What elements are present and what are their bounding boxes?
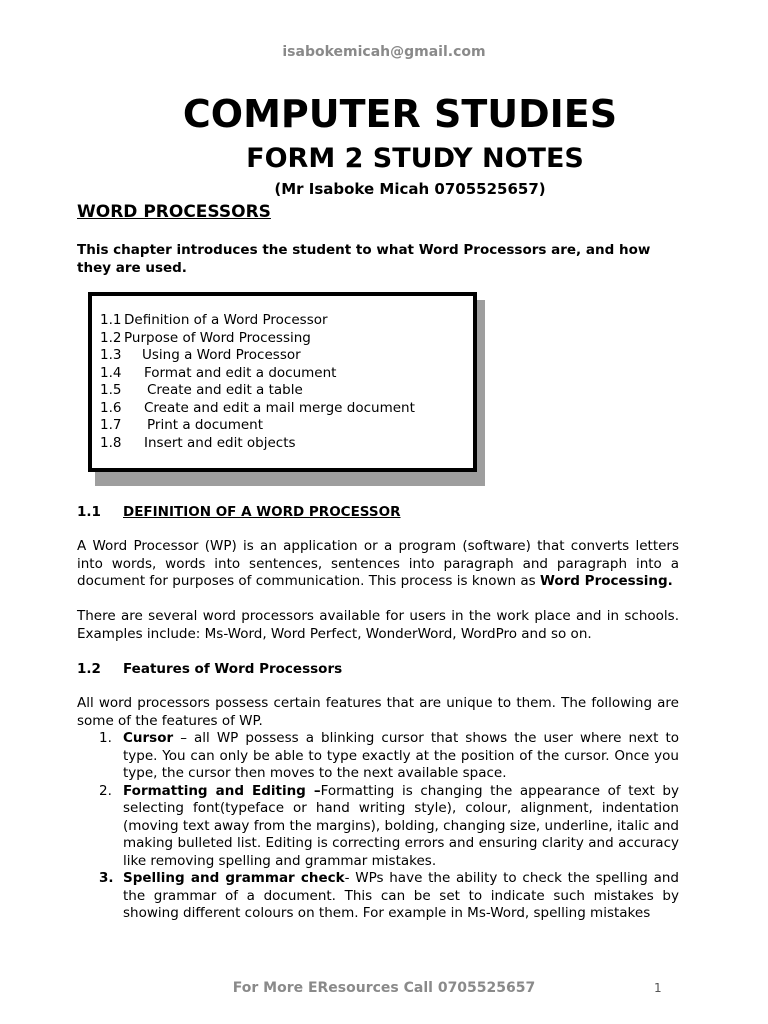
section-2-title: Features of Word Processors — [123, 661, 343, 677]
section-2-intro: All word processors possess certain features that are unique to them. The following are some of the features of WP. — [77, 695, 679, 729]
chapter-intro: This chapter introduces the student to what Word Processors are, and how they are used. — [77, 242, 651, 276]
author-line: (Mr Isaboke Micah 0705525657) — [274, 180, 546, 198]
table-of-contents — [88, 292, 477, 472]
page-number: 1 — [654, 981, 662, 995]
toc-item: 1.4 Format and edit a document — [100, 364, 337, 381]
document-subtitle: FORM 2 STUDY NOTES — [246, 143, 584, 174]
toc-item: 1.7 Print a document — [100, 417, 264, 433]
list-item: 1. Cursor – all WP possess a blinking cursor that shows the user where next to type. You can only be able to type exactly at the position of the cursor. Once you type, the cursor then moves to the next available space. — [99, 730, 679, 781]
section-2-number: 1.2 — [77, 661, 101, 677]
toc-item: 1.3 Using a Word Processor — [100, 347, 301, 363]
chapter-title: WORD PROCESSORS — [77, 202, 271, 222]
section-1-paragraph-2: There are several word processors available for users in the work place and in schools. Examples include: Ms-Word, Word Perfect, WonderWord, WordPro and so on. — [77, 608, 679, 642]
header-email: isabokemicah@gmail.com — [282, 44, 486, 60]
section-1-title: DEFINITION OF A WORD PROCESSOR — [123, 504, 401, 520]
document-title: COMPUTER STUDIES — [182, 92, 618, 136]
toc-item: 1.2 Purpose of Word Processing — [100, 329, 311, 346]
section-1-heading — [77, 504, 401, 520]
list-item: 2. Formatting and Editing –Formatting is changing the appearance of text by selecting font(typeface or hand writing style), colour, alignment, indentation (moving text away from the margins), bolding, changing size, underline, italic and making bulleted list. Editing is correcting errors and ensuring clarity and accuracy like removing spelling and grammar mistakes. — [99, 782, 679, 869]
toc-item: 1.8 Insert and edit objects — [100, 434, 296, 451]
toc-item: 1.1 Definition of a Word Processor — [100, 312, 328, 328]
section-2-heading — [77, 661, 342, 677]
footer-text: For More EResources Call 0705525657 — [232, 980, 536, 996]
section-1-paragraph-1: A Word Processor (WP) is an application or a program (software) that converts letters into words, words into sentences, sentences into paragraph and paragraph into a document for purposes of communication. This process is known as Word Processing. — [77, 538, 679, 589]
section-1-number: 1.1 — [77, 504, 101, 520]
list-item: 3. Spelling and grammar check- WPs have the ability to check the spelling and the grammar of a document. This can be set to indicate such mistakes by showing different colours on them. For example in Ms-Word, spelling mistakes — [99, 870, 679, 921]
toc-item: 1.5 Create and edit a table — [100, 382, 303, 398]
toc-item: 1.6 Create and edit a mail merge document — [100, 399, 415, 416]
features-list — [77, 730, 679, 923]
